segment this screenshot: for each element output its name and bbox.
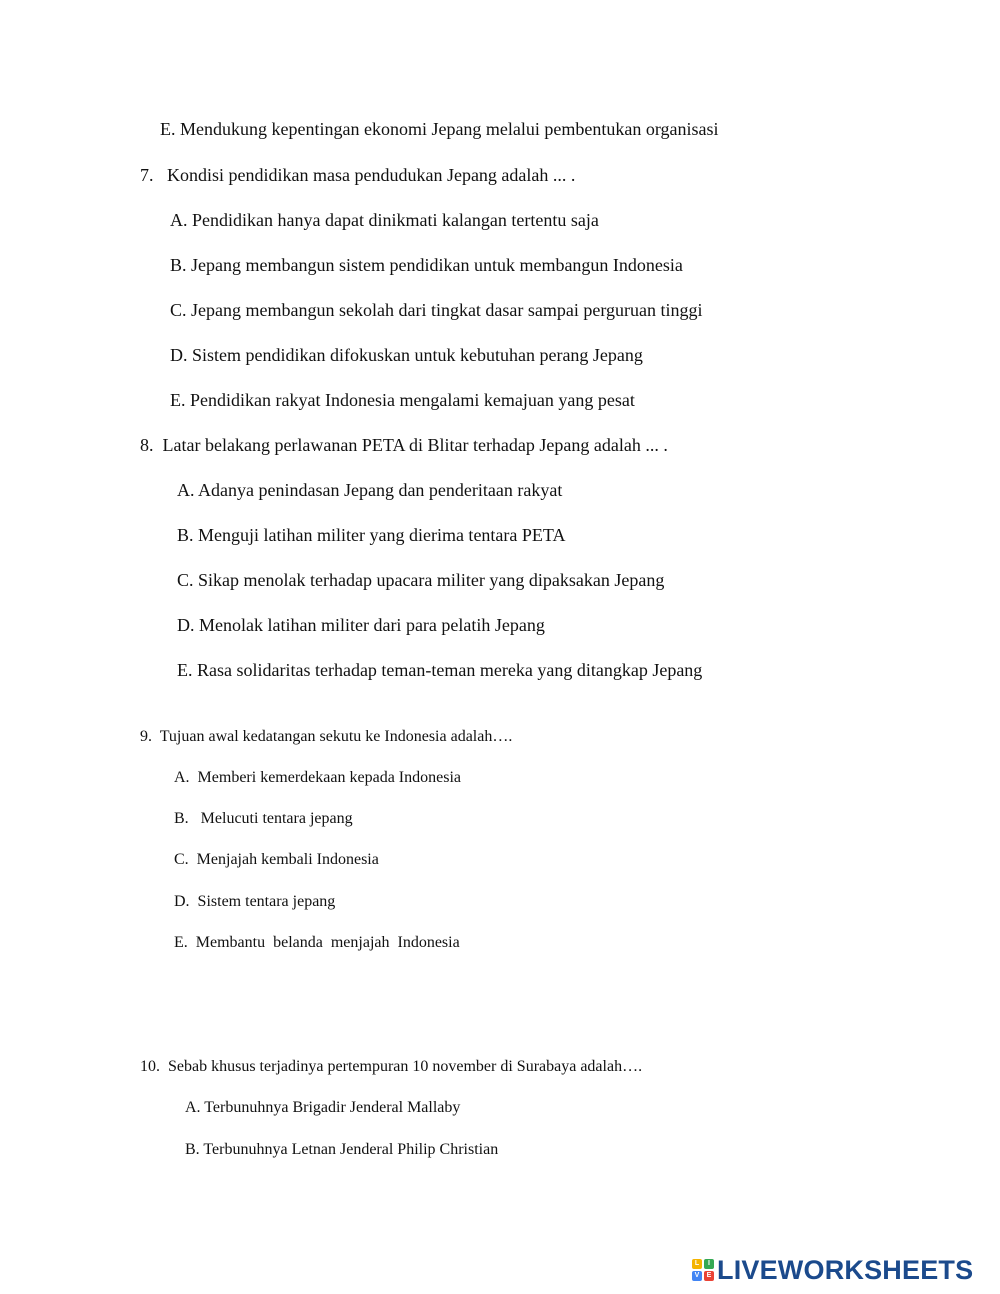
q9-option-b[interactable]: B. Melucuti tentara jepang bbox=[174, 810, 353, 827]
q8-question: 8. Latar belakang perlawanan PETA di Blitar terhadap Jepang adalah ... . bbox=[140, 435, 668, 455]
q7-option-d[interactable]: D. Sistem pendidikan difokuskan untuk kebutuhan perang Jepang bbox=[170, 345, 643, 365]
q9-option-e[interactable]: E. Membantu belanda menjajah Indonesia bbox=[174, 934, 460, 951]
q8-option-a[interactable]: A. Adanya penindasan Jepang dan penderitaan rakyat bbox=[177, 480, 563, 500]
logo-tile-e: E bbox=[704, 1271, 714, 1281]
q7-option-a[interactable]: A. Pendidikan hanya dapat dinikmati kalangan tertentu saja bbox=[170, 210, 599, 230]
q10-question: 10. Sebab khusus terjadinya pertempuran 10 november di Surabaya adalah…. bbox=[140, 1058, 643, 1075]
q8-option-c[interactable]: C. Sikap menolak terhadap upacara militer yang dipaksakan Jepang bbox=[177, 570, 665, 590]
q10-option-a[interactable]: A. Terbunuhnya Brigadir Jenderal Mallaby bbox=[185, 1099, 461, 1116]
q8-option-b[interactable]: B. Menguji latihan militer yang dierima tentara PETA bbox=[177, 525, 566, 545]
q9-option-c[interactable]: C. Menjajah kembali Indonesia bbox=[174, 851, 379, 868]
q10-option-b[interactable]: B. Terbunuhnya Letnan Jenderal Philip Christian bbox=[185, 1141, 499, 1158]
q7-option-b[interactable]: B. Jepang membangun sistem pendidikan untuk membangun Indonesia bbox=[170, 255, 683, 275]
logo-tile-l: L bbox=[692, 1259, 702, 1269]
liveworksheets-logo-text: LIVEWORKSHEETS bbox=[717, 1254, 974, 1285]
q8-option-e[interactable]: E. Rasa solidaritas terhadap teman-teman mereka yang ditangkap Jepang bbox=[177, 660, 703, 680]
q9-option-d[interactable]: D. Sistem tentara jepang bbox=[174, 893, 336, 910]
q7-option-c[interactable]: C. Jepang membangun sekolah dari tingkat dasar sampai perguruan tinggi bbox=[170, 300, 703, 320]
q9-option-a[interactable]: A. Memberi kemerdekaan kepada Indonesia bbox=[174, 769, 461, 786]
liveworksheets-logo-icon bbox=[692, 1259, 714, 1281]
q7-option-e[interactable]: E. Pendidikan rakyat Indonesia mengalami kemajuan yang pesat bbox=[170, 390, 635, 410]
q7-question: 7. Kondisi pendidikan masa pendudukan Jepang adalah ... . bbox=[140, 165, 576, 185]
q9-question: 9. Tujuan awal kedatangan sekutu ke Indonesia adalah…. bbox=[140, 728, 513, 745]
q6-option-e: E. Mendukung kepentingan ekonomi Jepang melalui pembentukan organisasi bbox=[160, 119, 719, 139]
liveworksheets-logo bbox=[692, 1256, 973, 1284]
logo-tile-i: I bbox=[704, 1259, 714, 1269]
logo-tile-v: V bbox=[692, 1271, 702, 1281]
q8-option-d[interactable]: D. Menolak latihan militer dari para pelatih Jepang bbox=[177, 615, 545, 635]
